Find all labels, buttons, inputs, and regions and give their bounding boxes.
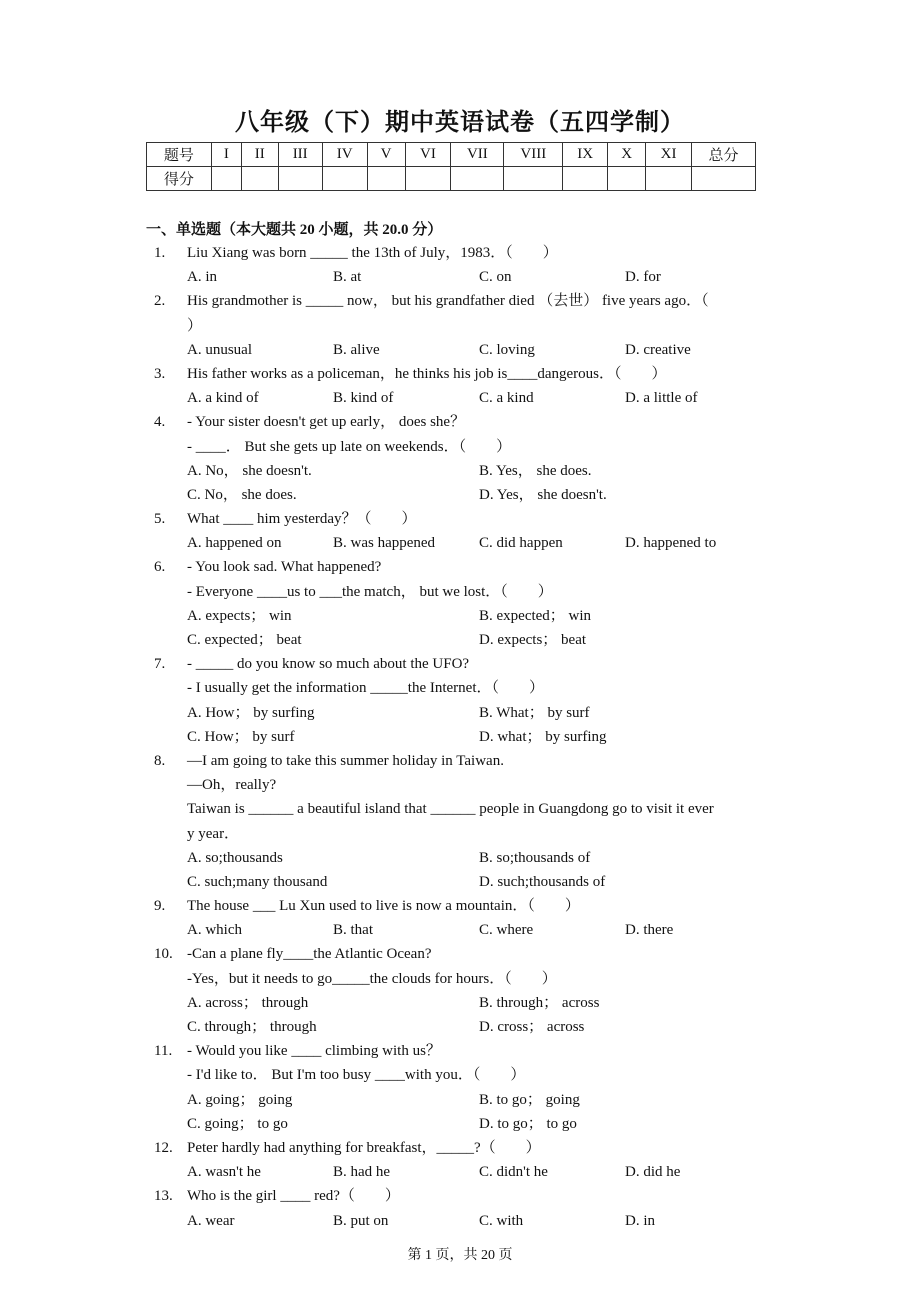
answer-option[interactable]: C. expected； beat	[187, 632, 302, 648]
question-item	[0, 507, 920, 555]
section-title: 一、单选题（本大题共 20 小题，共 20.0 分）	[146, 222, 443, 238]
score-header-row	[147, 143, 756, 167]
question-text	[0, 555, 920, 579]
question-item	[0, 1136, 920, 1184]
question-line: y year．	[187, 825, 240, 842]
score-cell[interactable]	[405, 167, 451, 191]
question-item	[0, 652, 920, 749]
question-number: 6.	[154, 559, 166, 576]
answer-option[interactable]: C. going； to go	[187, 1115, 288, 1132]
score-cell[interactable]	[504, 167, 563, 191]
question-number: 11.	[154, 1043, 173, 1060]
options-row	[0, 531, 920, 555]
answer-option[interactable]: C. loving	[479, 341, 535, 358]
question-line: - I'd like to． But I'm too busy ____with you．（ ）	[187, 1067, 526, 1084]
answer-option[interactable]: A. in	[187, 269, 217, 286]
answer-option[interactable]: B. through； across	[479, 994, 600, 1011]
question-text	[0, 362, 920, 386]
answer-option[interactable]: A. How； by surfing	[187, 704, 315, 721]
answer-option[interactable]: C. with	[479, 1212, 524, 1229]
score-header-cell: IX	[563, 143, 608, 167]
question-text	[0, 580, 920, 604]
answer-option[interactable]: D. creative	[625, 341, 691, 358]
question-number: 5.	[154, 511, 166, 528]
options-row	[0, 1088, 920, 1112]
question-text	[0, 967, 920, 991]
question-number: 4.	[154, 414, 166, 431]
question-line: —I am going to take this summer holiday in Taiwan.	[187, 752, 504, 769]
question-text	[0, 410, 920, 434]
score-value-row	[147, 167, 756, 191]
score-table	[146, 142, 756, 191]
answer-option[interactable]: C. didn't he	[479, 1164, 548, 1181]
question-text	[0, 1184, 920, 1208]
question-item	[0, 362, 920, 410]
answer-option[interactable]: B. What； by surf	[479, 704, 590, 721]
question-item	[0, 1184, 920, 1232]
score-cell[interactable]	[367, 167, 405, 191]
score-header-cell: 题号	[147, 143, 212, 167]
options-row	[0, 628, 920, 652]
question-text	[0, 749, 920, 773]
answer-option[interactable]: A. a kind of	[187, 390, 259, 407]
question-line: - Your sister doesn't get up early， does she？	[187, 414, 466, 431]
score-cell[interactable]	[211, 167, 241, 191]
question-item	[0, 894, 920, 942]
answer-option[interactable]: B. had he	[333, 1164, 391, 1181]
options-row	[0, 725, 920, 749]
question-text	[0, 1063, 920, 1087]
answer-option[interactable]: D. Yes， she doesn't.	[479, 486, 607, 503]
question-text	[0, 1039, 920, 1063]
answer-option[interactable]: D. a little of	[625, 390, 698, 407]
score-header-cell: I	[211, 143, 241, 167]
question-number: 8.	[154, 752, 166, 769]
answer-option[interactable]: C. did happen	[479, 535, 563, 552]
question-text	[0, 773, 920, 797]
question-line: -Yes，but it needs to go_____the clouds for hours．（ ）	[187, 970, 557, 987]
answer-option[interactable]: D. what； by surfing	[479, 728, 607, 745]
question-text	[0, 676, 920, 700]
options-row	[0, 386, 920, 410]
options-row	[0, 701, 920, 725]
score-header-cell: 总分	[692, 143, 756, 167]
score-header-cell: VI	[405, 143, 451, 167]
answer-option[interactable]: B. was happened	[333, 535, 436, 552]
question-text	[0, 942, 920, 966]
answer-option[interactable]: A. wear	[187, 1212, 235, 1229]
question-text	[0, 241, 920, 265]
score-cell[interactable]	[241, 167, 278, 191]
answer-option[interactable]: C. where	[479, 922, 534, 939]
score-header-cell: V	[367, 143, 405, 167]
question-number: 12.	[154, 1139, 173, 1156]
question-line: What ____ him yesterday？（ ）	[187, 511, 417, 528]
options-row	[0, 459, 920, 483]
question-item	[0, 555, 920, 652]
answer-option[interactable]: D. in	[625, 1212, 655, 1229]
question-text	[0, 652, 920, 676]
score-cell[interactable]	[692, 167, 756, 191]
question-line: His father works as a policeman，he thinks his job is____dangerous．（ ）	[187, 365, 667, 382]
page-title: 八年级（下）期中英语试卷（五四学制）	[235, 110, 685, 136]
question-line: The house ___ Lu Xun used to live is now a mountain．（ ）	[187, 898, 580, 915]
options-row	[0, 1112, 920, 1136]
options-row	[0, 604, 920, 628]
question-number: 13.	[154, 1188, 173, 1205]
options-row	[0, 918, 920, 942]
answer-option[interactable]: D. did he	[625, 1164, 681, 1181]
score-cell[interactable]	[278, 167, 322, 191]
answer-option[interactable]: B. that	[333, 922, 373, 939]
answer-option[interactable]: A. expects； win	[187, 607, 292, 624]
answer-option[interactable]: D. happened to	[625, 535, 717, 552]
question-line: - ____． But she gets up late on weekends．（ ）	[187, 438, 512, 455]
score-header-cell: VIII	[504, 143, 563, 167]
options-row	[0, 338, 920, 362]
score-header-cell: VII	[451, 143, 504, 167]
answer-option[interactable]: A. so;thousands	[187, 849, 283, 866]
question-line: Who is the girl ____ red?（ ）	[187, 1188, 400, 1205]
answer-option[interactable]: D. there	[625, 922, 674, 939]
answer-option[interactable]: B. expected； win	[479, 607, 592, 624]
question-line: - You look sad. What happened?	[187, 559, 382, 576]
answer-option[interactable]: A. happened on	[187, 535, 282, 552]
answer-option[interactable]: B. kind of	[333, 390, 394, 407]
options-row	[0, 483, 920, 507]
question-item	[0, 1039, 920, 1136]
answer-option[interactable]: A. which	[187, 922, 242, 939]
page-footer: 第 1 页，共 20 页	[407, 1248, 513, 1263]
question-list	[0, 241, 920, 1233]
answer-option[interactable]: D. cross； across	[479, 1019, 585, 1035]
answer-option[interactable]: D. such;thousands of	[479, 873, 606, 890]
question-item	[0, 410, 920, 507]
options-row	[0, 991, 920, 1015]
answer-option[interactable]: D. expects； beat	[479, 632, 587, 648]
question-number: 9.	[154, 898, 166, 915]
answer-option[interactable]: A. unusual	[187, 341, 252, 358]
answer-option[interactable]: D. for	[625, 269, 661, 286]
score-cell[interactable]	[563, 167, 608, 191]
question-item	[0, 241, 920, 289]
answer-option[interactable]: B. put on	[333, 1212, 389, 1229]
score-header-cell: III	[278, 143, 322, 167]
answer-option[interactable]: A. wasn't he	[187, 1164, 261, 1181]
score-header-cell: II	[241, 143, 278, 167]
question-number: 3.	[154, 365, 166, 382]
answer-option[interactable]: A. across； through	[187, 994, 309, 1011]
answer-option[interactable]: B. to go； going	[479, 1091, 580, 1108]
question-text	[0, 507, 920, 531]
answer-option[interactable]: C. through； through	[187, 1019, 317, 1035]
score-cell[interactable]	[608, 167, 646, 191]
question-line: His grandmother is _____ now， but his grandfather died （去世） five years ago．（	[187, 293, 709, 310]
answer-option[interactable]: C. on	[479, 269, 512, 286]
options-row	[0, 846, 920, 870]
question-line: - _____ do you know so much about the UFO?	[187, 656, 470, 673]
options-row	[0, 1209, 920, 1233]
question-line: —Oh，really?	[187, 777, 277, 794]
question-number: 10.	[154, 946, 173, 963]
question-line: - I usually get the information _____the Internet．（ ）	[187, 680, 545, 697]
question-text	[0, 822, 920, 846]
options-row	[0, 1015, 920, 1039]
options-row	[0, 1160, 920, 1184]
question-line: -Can a plane fly____the Atlantic Ocean?	[187, 946, 432, 963]
question-number: 1.	[154, 245, 166, 261]
answer-option[interactable]: C. How； by surf	[187, 728, 295, 745]
answer-option[interactable]: A. going； going	[187, 1091, 293, 1108]
question-line: Liu Xiang was born _____ the 13th of July，1983．（ ）	[187, 245, 558, 261]
answer-option[interactable]: C. such;many thousand	[187, 873, 328, 890]
question-line: Peter hardly had anything for breakfast，_____?（ ）	[187, 1139, 541, 1156]
question-text	[0, 797, 920, 821]
question-item	[0, 749, 920, 894]
question-text	[0, 894, 920, 918]
answer-option[interactable]: B. at	[333, 269, 362, 286]
options-row	[0, 870, 920, 894]
question-text	[0, 435, 920, 459]
score-row-label: 得分	[147, 167, 212, 191]
answer-option[interactable]: A. No， she doesn't.	[187, 462, 312, 479]
score-header-cell: IV	[322, 143, 367, 167]
question-number: 2.	[154, 293, 166, 310]
question-line: - Would you like ____ climbing with us？	[187, 1043, 441, 1060]
score-header-cell: X	[608, 143, 646, 167]
question-item	[0, 942, 920, 1039]
answer-option[interactable]: C. No， she does.	[187, 486, 297, 503]
score-cell[interactable]	[646, 167, 692, 191]
question-item	[0, 289, 920, 362]
answer-option[interactable]: B. so;thousands of	[479, 849, 591, 866]
answer-option[interactable]: C. a kind	[479, 390, 534, 407]
score-cell[interactable]	[322, 167, 367, 191]
score-cell[interactable]	[451, 167, 504, 191]
answer-option[interactable]: D. to go； to go	[479, 1115, 577, 1132]
question-text	[0, 314, 920, 338]
question-line: - Everyone ____us to ___the match， but we lost．（ ）	[187, 583, 553, 600]
answer-option[interactable]: B. alive	[333, 341, 380, 358]
question-number: 7.	[154, 656, 166, 673]
answer-option[interactable]: B. Yes， she does.	[479, 462, 592, 479]
question-line: Taiwan is ______ a beautiful island that ______ people in Guangdong go to visit it ever	[187, 801, 714, 818]
options-row	[0, 265, 920, 289]
question-line: ）	[187, 317, 203, 334]
question-text	[0, 1136, 920, 1160]
question-text	[0, 289, 920, 313]
score-header-cell: XI	[646, 143, 692, 167]
